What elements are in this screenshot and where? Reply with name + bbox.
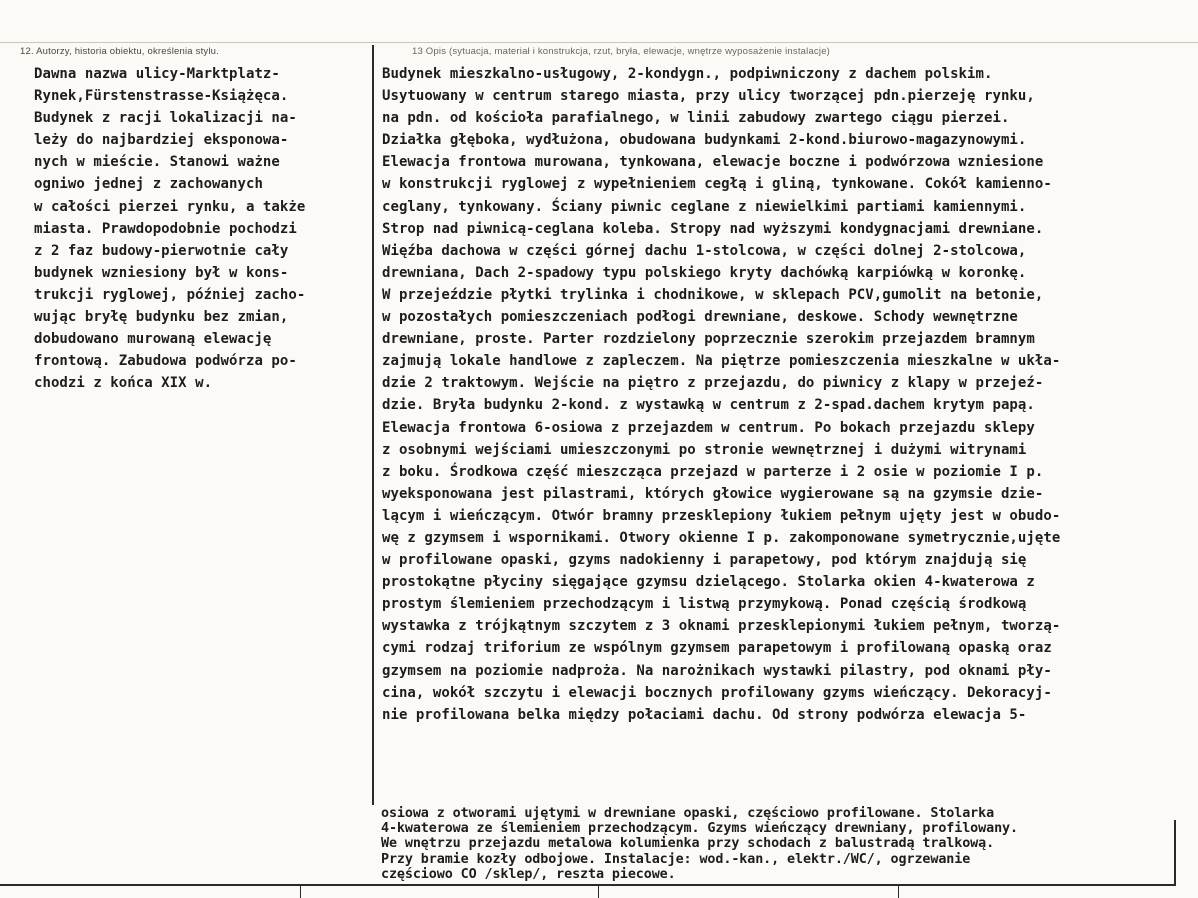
text-line: chodzi z końca XIX w.: [34, 375, 213, 392]
text-line: z 2 faz budowy-pierwotnie cały: [34, 242, 289, 259]
right-edge-rule: [1174, 820, 1176, 886]
text-line: z boku. Środkowa część mieszcząca przejazd w parterze i 2 osie w poziomie I p.: [382, 463, 1044, 480]
text-line: Elewacja frontowa 6-osiowa z przejazdem w centrum. Po bokach przejazdu sklepy: [382, 419, 1035, 436]
text-line: cina, wokół szczytu i elewacji bocznych profilowany gzyms wieńczący. Dekoracyj-: [382, 684, 1052, 701]
text-line: trukcji ryglowej, później zacho-: [34, 286, 306, 303]
description-text-block: [382, 63, 1060, 726]
text-line: w konstrukcji ryglowej z wypełnieniem cegłą i gliną, tynkowane. Cokół kamienno-: [382, 176, 1052, 193]
text-line: wystawka z trójkątnym szczytem z 3 oknami przesklepionymi łukiem pełnym, tworzą-: [382, 618, 1061, 635]
text-line: W przejeździe płytki trylinka i chodnikowe, w sklepach PCV,gumolit na betonie,: [382, 286, 1044, 303]
text-line: leży do najbardziej eksponowa-: [34, 132, 289, 149]
text-line: budynek wzniesiony był w kons-: [34, 264, 289, 281]
text-line: wyeksponowana jest pilastrami, których głowice wygierowane są na gzymsie dzie-: [382, 485, 1044, 502]
header-rule: [0, 42, 1198, 43]
text-line: Usytuowany w centrum starego miasta, przy ulicy tworzącej pdn.pierzeję rynku,: [382, 88, 1035, 105]
text-line: Rynek,Fürstenstrasse-Książęca.: [34, 88, 289, 105]
text-line: ceglany, tynkowany. Ściany piwnic ceglane z niewielkimi partiami kamiennymi.: [382, 198, 1027, 215]
description-continuation-block: [381, 806, 1018, 882]
bottom-rule: [0, 884, 1175, 886]
text-line: dobudowano murowaną elewację: [34, 331, 272, 348]
text-line: miasta. Prawdopodobnie pochodzi: [34, 220, 297, 237]
text-line: częściowo CO /sklep/, reszta piecowe.: [381, 866, 676, 882]
text-line: Więźba dachowa w części górnej dachu 1-stolcowa, w części dolnej 2-stolcowa,: [382, 242, 1027, 259]
field-12-header: 12. Autorzy, historia obiektu, określenia stylu.: [20, 46, 219, 57]
text-line: w pozostałych pomieszczeniach podłogi drewniane, deskowe. Schody wewnętrzne: [382, 309, 1018, 326]
text-line: Budynek mieszkalno-usługowy, 2-kondygn., podpiwniczony z dachem polskim.: [382, 66, 993, 82]
field-separator: [898, 886, 899, 898]
text-line: We wnętrzu przejazdu metalowa kolumienka przy schodach z balustradą tralkową.: [381, 836, 995, 852]
text-line: dzie 2 traktowym. Wejście na piętro z przejazdu, do piwnicy z klapy w przejeź-: [382, 375, 1044, 392]
text-line: dzie. Bryła budynku 2-kond. z wystawką w centrum z 2-spad.dachem krytym papą.: [382, 397, 1035, 414]
text-line: w całości pierzei rynku, a także: [34, 198, 306, 215]
text-line: Strop nad piwnicą-ceglana koleba. Stropy nad wyższymi kondygnacjami drewniane.: [382, 220, 1044, 237]
text-line: Elewacja frontowa murowana, tynkowana, elewacje boczne i podwórzowa wzniesione: [382, 154, 1044, 171]
history-text-block: [34, 63, 305, 394]
text-line: Dawna nazwa ulicy-Marktplatz-: [34, 66, 280, 82]
text-line: osiowa z otworami ujętymi w drewniane opaski, częściowo profilowane. Stolarka: [381, 806, 995, 821]
text-line: cymi rodzaj triforium ze wspólnym gzymsem parapetowym i profilowaną opaską oraz: [382, 640, 1052, 657]
text-line: zajmują lokale handlowe z zapleczem. Na piętrze pomieszczenia mieszkalne w ukła-: [382, 353, 1061, 370]
field-separator: [300, 886, 301, 898]
text-line: frontową. Zabudowa podwórza po-: [34, 353, 297, 370]
column-divider: [372, 45, 374, 805]
text-line: Przy bramie kozły odbojowe. Instalacje: wod.-kan., elektr./WC/, ogrzewanie: [381, 851, 971, 867]
text-line: na pdn. od kościoła parafialnego, w linii zabudowy zwartego ciągu pierzei.: [382, 110, 1010, 127]
text-line: lącym i wieńczącym. Otwór bramny przesklepiony łukiem pełnym ujęty jest w obudo-: [382, 507, 1061, 524]
text-line: gzymsem na poziomie nadproża. Na narożnikach wystawki pilastry, pod oknami pły-: [382, 662, 1052, 679]
text-line: Budynek z racji lokalizacji na-: [34, 110, 297, 127]
text-line: prostokątne płyciny sięgające gzymsu dzielącego. Stolarka okien 4-kwaterowa z: [382, 574, 1035, 591]
text-line: prostym ślemieniem przechodzącym i listwą przymykową. Ponad częścią środkową: [382, 596, 1027, 613]
text-line: drewniane, proste. Parter rozdzielony poprzecznie szerokim przejazdem bramnym: [382, 331, 1035, 348]
text-line: wę z gzymsem i wspornikami. Otwory okienne I p. zakomponowane symetrycznie,ujęte: [382, 529, 1061, 546]
text-line: Działka głęboka, wydłużona, obudowana budynkami 2-kond.biurowo-magazynowymi.: [382, 132, 1027, 149]
text-line: w profilowane opaski, gzyms nadokienny i parapetowy, pod którym znajdują się: [382, 552, 1027, 569]
text-line: 4-kwaterowa ze ślemieniem przechodzącym. Gzyms wieńczący drewniany, profilowany.: [381, 821, 1018, 837]
text-line: ogniwo jednej z zachowanych: [34, 176, 263, 193]
text-line: z osobnymi wejściami umieszczonymi po stronie wewnętrznej i dużymi witrynami: [382, 441, 1027, 458]
text-line: nych w mieście. Stanowi ważne: [34, 154, 280, 171]
field-separator: [598, 886, 599, 898]
text-line: drewniana, Dach 2-spadowy typu polskiego kryty dachówką karpiówką w koronkę.: [382, 264, 1027, 281]
field-13-header: 13 Opis (sytuacja, materiał i konstrukcja, rzut, bryła, elewacje, wnętrze wyposażenie instalacje): [412, 46, 831, 57]
text-line: nie profilowana belka między połaciami dachu. Od strony podwórza elewacja 5-: [382, 706, 1027, 723]
text-line: wując bryłę budynku bez zmian,: [34, 309, 289, 326]
